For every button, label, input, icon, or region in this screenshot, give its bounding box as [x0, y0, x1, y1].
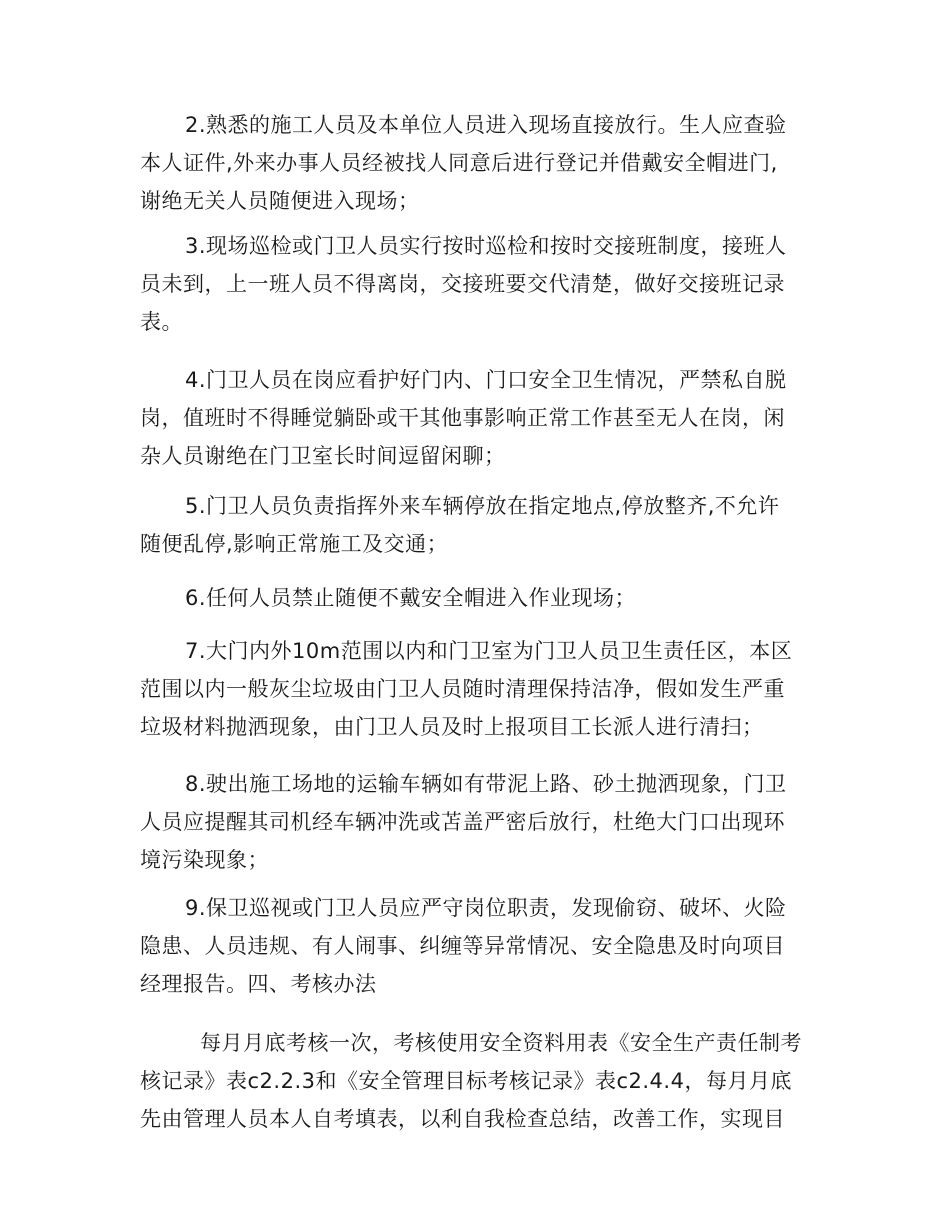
text-line: 表。: [140, 310, 183, 334]
text-line: 本人证件,外来办事人员经被找人同意后进行登记并借戴安全帽进门,: [140, 151, 778, 175]
text-line: 境污染现象；: [140, 848, 269, 872]
text-line: 4.门卫人员在岗应看护好门内、门口安全卫生情况，严禁私自脱: [185, 368, 787, 392]
text-line: 9.保卫巡视或门卫人员应严守岗位职责，发现偷窃、破坏、火险: [185, 896, 787, 920]
text-line: 3.现场巡检或门卫人员实行按时巡检和按时交接班制度，接班人: [185, 234, 787, 258]
text-line: 隐患、人员违规、有人闹事、纠缠等异常情况、安全隐患及时向项目: [140, 934, 785, 958]
text-line: 随便乱停,影响正常施工及交通；: [140, 532, 449, 556]
text-line: 员未到，上一班人员不得离岗，交接班要交代清楚，做好交接班记录: [140, 272, 785, 296]
text-line: 垃圾材料抛洒现象，由门卫人员及时上报项目工长派人进行清扫；: [140, 715, 764, 739]
text-line: 人员应提醒其司机经车辆冲洗或苫盖严密后放行，杜绝大门口出现环: [140, 810, 785, 834]
text-line: 6.任何人员禁止随便不戴安全帽进入作业现场；: [185, 586, 637, 610]
text-line: 岗，值班时不得睡觉躺卧或干其他事影响正常工作甚至无人在岗，闲: [140, 406, 785, 430]
text-line: 2.熟悉的施工人员及本单位人员进入现场直接放行。生人应查验: [185, 113, 787, 137]
text-line: 5.门卫人员负责指挥外来车辆停放在指定地点,停放整齐,不允许: [185, 494, 780, 518]
text-line: 经理报告。四、考核办法: [140, 972, 377, 996]
text-line: 先由管理人员本人自考填表，以利自我检查总结，改善工作，实现目: [140, 1107, 785, 1131]
text-line: 杂人员谢绝在门卫室长时间逗留闲聊；: [140, 444, 506, 468]
text-line: 核记录》表c2.2.3和《安全管理目标考核记录》表c2.4.4，每月月底: [140, 1069, 792, 1093]
text-line: 8.驶出施工场地的运输车辆如有带泥上路、砂土抛洒现象，门卫: [185, 772, 787, 796]
text-line: 7.大门内外10m范围以内和门卫室为门卫人员卫生责任区，本区: [185, 639, 793, 663]
text-line: 每月月底考核一次，考核使用安全资料用表《安全生产责任制考: [200, 1031, 802, 1055]
text-line: 范围以内一般灰尘垃圾由门卫人员随时清理保持洁净，假如发生严重: [140, 677, 785, 701]
text-line: 谢绝无关人员随便进入现场；: [140, 189, 420, 213]
